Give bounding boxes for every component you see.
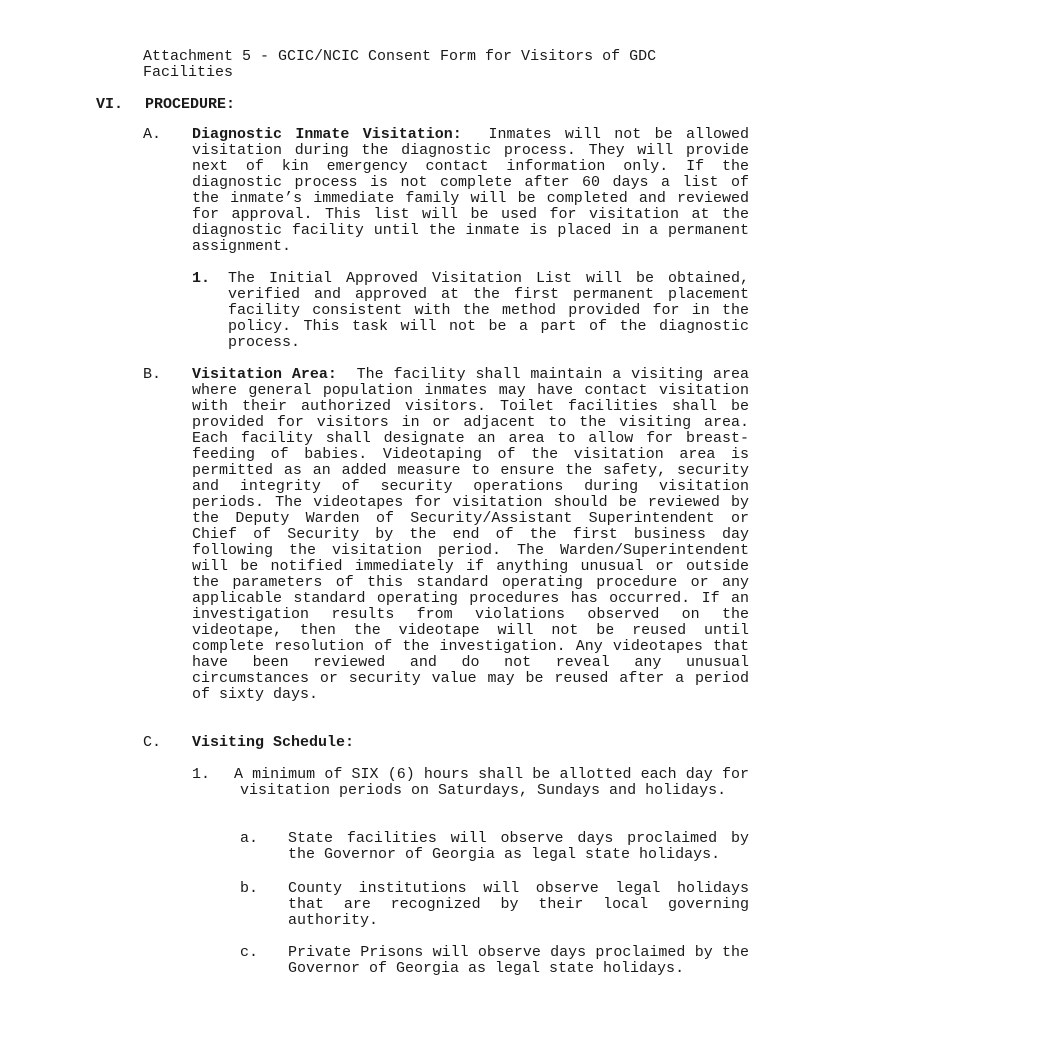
item-c-heading: Visiting Schedule: (192, 734, 355, 751)
item-c-subitem-c-letter: c. (240, 944, 259, 961)
item-b-text: The facility shall maintain a visiting area where general population inmates may have contact visitation with their authorized visitors. Toilet facilities shall be provided for visitors in or adjacent to the visiting area. Each facility shall designate an area to allow for breast-feeding of babies. Videotaping of the visitation area is permitted as an added measure to ensure the safety, security and integrity of security operations during visitation periods. The videotapes for visitation should be reviewed by the Deputy Warden of Security/Assistant Superintendent or Chief of Security by the end of the first business day following the visitation period. The Warden/Superintendent will be notified immediately if anything unusual or outside the parameters of this standard operating procedure or any applicable standard operating procedures has occurred. If an investigation results from violations observed on the videotape, then the videotape will not be reused until complete resolution of the investigation. Any videotapes that have been reviewed and do not reveal any unusual circumstances or security value may be reused after a period of sixty days. (192, 366, 749, 703)
item-a-text: Inmates will not be allowed visitation during the diagnostic process. They will provide next of kin emergency contact information only. If the diagnostic process is not complete after 60 days a list of the inmate’s immediate family will be completed and reviewed for approval. This list will be used for visitation at the diagnostic facility until the inmate is placed in a permanent assignment. (192, 126, 749, 255)
item-c-sub1-block (234, 767, 749, 799)
item-c-subitem-b-letter: b. (240, 880, 259, 897)
item-a-sub1-text: The Initial Approved Visitation List will be obtained, verified and approved at the first permanent placement facility consistent with the method provided for in the policy. This task will not be a part of the diagnostic process. (228, 270, 749, 351)
item-c-sub1-number: 1. (192, 766, 211, 783)
attachment-line (143, 49, 703, 81)
attachment-text: Attachment 5 - GCIC/NCIC Consent Form for Visitors of GDC Facilities (143, 48, 657, 81)
item-a-paragraph (192, 127, 749, 255)
item-c-subitem-a-letter: a. (240, 830, 259, 847)
item-a-heading: Diagnostic Inmate Visitation: (192, 126, 462, 143)
section-title: PROCEDURE: (145, 96, 236, 113)
item-b-heading: Visitation Area: (192, 366, 337, 383)
item-c-subitem-a-text: State facilities will observe days proclaimed by the Governor of Georgia as legal state holidays. (288, 830, 749, 863)
item-b-letter: B. (143, 366, 162, 383)
item-c-letter: C. (143, 734, 162, 751)
item-a-sub1-number: 1. (192, 270, 211, 287)
item-b-paragraph (192, 367, 749, 703)
section-number: VI. (96, 96, 124, 113)
item-a-letter: A. (143, 126, 162, 143)
item-c-sub1-text: A minimum of SIX (6) hours shall be allotted each day for visitation periods on Saturdays, Sundays and holidays. (234, 766, 749, 799)
item-c-subitem-b-text: County institutions will observe legal holidays that are recognized by their local governing authority. (288, 880, 749, 929)
item-c-subitem-c-text: Private Prisons will observe days proclaimed by the Governor of Georgia as legal state holidays. (288, 944, 749, 977)
